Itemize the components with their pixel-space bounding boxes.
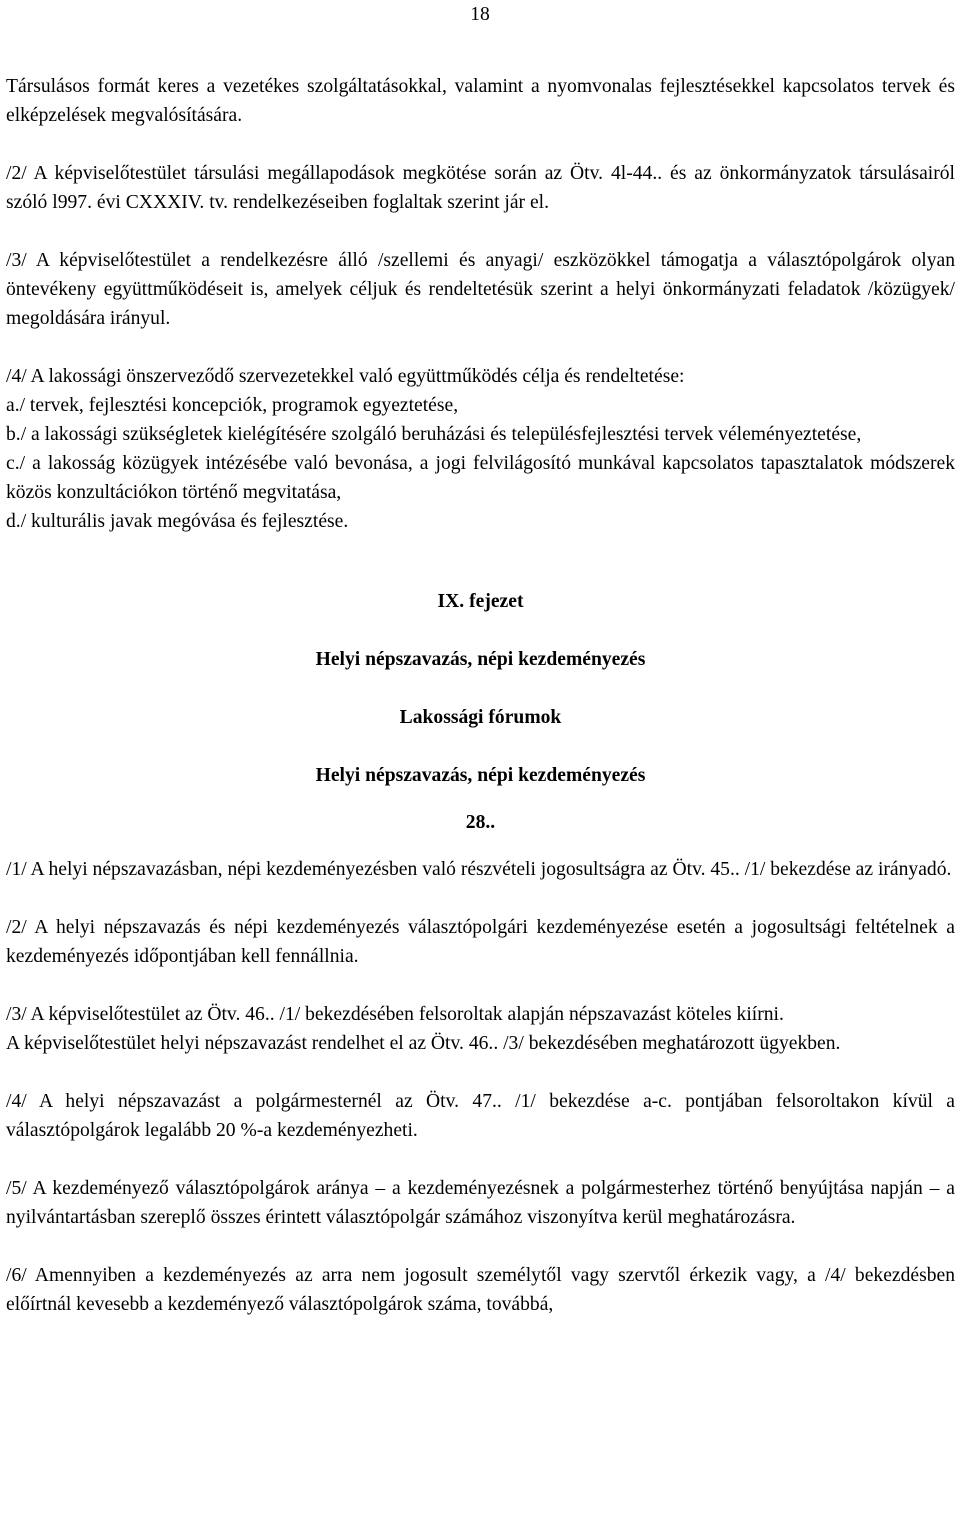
- section-number: 28..: [465, 812, 496, 833]
- list-item: b./ a lakossági szükségletek kielégítésére szolgáló beruházási és településfejlesztési tervek véleményeztetése,: [6, 424, 862, 445]
- paragraph-28-2: /2/ A helyi népszavazás és népi kezdeményezés választópolgári kezdeményezése esetén a jogosultsági feltételnek a kezdeményezés időpontjában kell fennállnia.: [6, 917, 955, 967]
- paragraph-28-3: [6, 1000, 955, 1058]
- document-body: [6, 72, 955, 1348]
- page-number: 18: [470, 4, 490, 25]
- paragraph-3: /3/ A képviselőtestület a rendelkezésre álló /szellemi és anyagi/ eszközökkel támogatja a választópolgárok olyan öntevékeny együttműködéseit is, amelyek céljuk és rendeltetésük szerint a helyi önkormányzati feladatok /közügyek/ megoldására irányul.: [6, 250, 955, 329]
- section-heading: Helyi népszavazás, népi kezdeményezés: [315, 765, 646, 786]
- chapter-heading: IX. fejezet: [437, 591, 524, 612]
- paragraph-2: /2/ A képviselőtestület társulási megállapodások megkötése során az Ötv. 4l-44.. és az önkormányzatok társulásairól szóló l997. évi CXXXIV. tv. rendelkezéseiben foglaltak szerint jár el.: [6, 163, 955, 213]
- chapter-subtitle: Lakossági fórumok: [399, 707, 562, 728]
- paragraph-28-4: /4/ A helyi népszavazást a polgármesternél az Ötv. 47.. /1/ bekezdése a-c. pontjában felsoroltakon kívül a választópolgárok legalább 20 %-a kezdeményezheti.: [6, 1091, 955, 1141]
- paragraph-28-1: /1/ A helyi népszavazásban, népi kezdeményezésben való részvételi jogosultságra az Ötv. 45.. /1/ bekezdése az irányadó.: [6, 859, 952, 880]
- paragraph-28-3b: A képviselőtestület helyi népszavazást rendelhet el az Ötv. 46.. /3/ bekezdésében meghatározott ügyekben.: [6, 1033, 841, 1054]
- paragraph-4-list: [6, 362, 955, 536]
- list-item: d./ kulturális javak megóvása és fejlesztése.: [6, 511, 349, 532]
- paragraph-28-3a: /3/ A képviselőtestület az Ötv. 46.. /1/ bekezdésében felsoroltak alapján népszavazást köteles kiírni.: [6, 1004, 784, 1025]
- paragraph-28-5: /5/ A kezdeményező választópolgárok aránya – a kezdeményezésnek a polgármesterhez történő benyújtása napján – a nyilvántartásban szereplő összes érintett választópolgár számához viszonyítva kerül meghatározásra.: [6, 1178, 955, 1228]
- paragraph-28-6: /6/ Amennyiben a kezdeményezés az arra nem jogosult személytől vagy szervtől érkezik vagy, a /4/ bekezdésben előírtnál kevesebb a kezdeményező választópolgárok száma, továbbá,: [6, 1265, 955, 1315]
- chapter-title: Helyi népszavazás, népi kezdeményezés: [315, 649, 646, 670]
- list-intro: /4/ A lakossági önszerveződő szervezetekkel való együttműködés célja és rendeltetése:: [6, 366, 685, 387]
- list-item: c./ a lakosság közügyek intézésébe való bevonása, a jogi felvilágosító munkával kapcsolatos tapasztalatok módszerek közös konzultációkon történő megvitatása,: [6, 453, 955, 503]
- paragraph-association: Társulásos formát keres a vezetékes szolgáltatásokkal, valamint a nyomvonalas fejlesztésekkel kapcsolatos tervek és elképzelések megvalósítására.: [6, 76, 955, 126]
- chapter-headings: [6, 587, 955, 837]
- list-item: a./ tervek, fejlesztési koncepciók, programok egyeztetése,: [6, 395, 459, 416]
